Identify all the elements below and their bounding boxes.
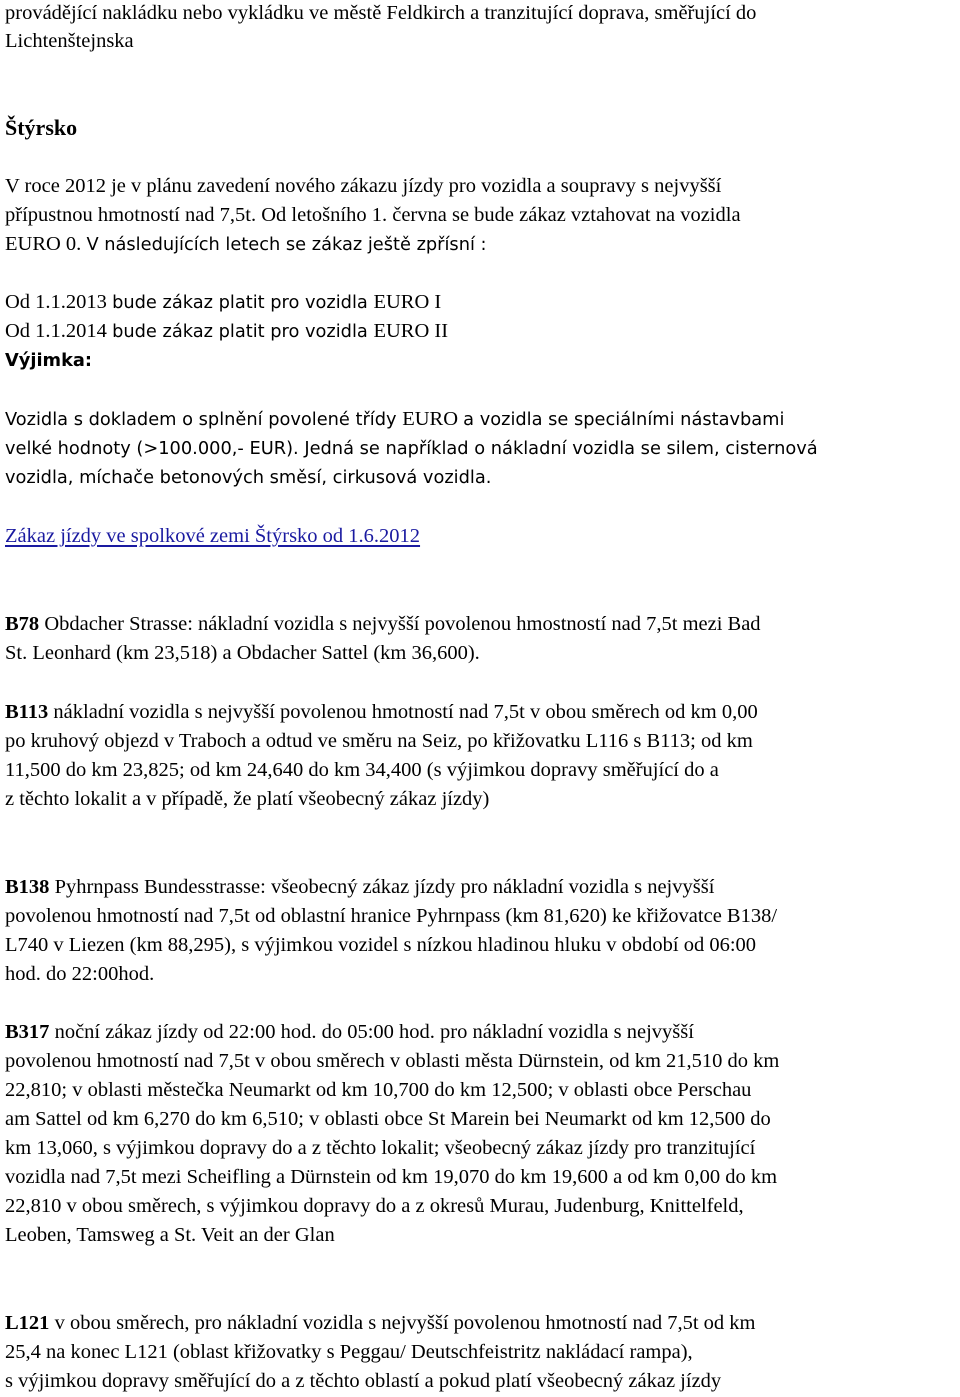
p3-line-1-c: a vozidla se speciálními nástavbami (463, 409, 785, 430)
exception-label: Výjimka: (5, 350, 93, 371)
p1-line-2: přípustnou hmotností nad 7,5t. Od letošního 1. června se bude zákaz vztahovat na vozidla (5, 204, 741, 226)
b78-code: B78 (5, 613, 40, 635)
b78-text-1: Obdacher Strasse: nákladní vozidla s nejvyšší povolenou hmostností nad 7,5t mezi Bad (39, 613, 761, 635)
b138-text-1: Pyhrnpass Bundesstrasse: všeobecný zákaz jízdy pro nákladní vozidla s nejvyšší (49, 876, 715, 898)
b78-line-1 (5, 610, 761, 639)
p2-line-1-c: EURO I (373, 291, 442, 313)
b113-line-2: po kruhový objezd v Traboch a odtud ve směru na Seiz, po křižovatku L116 s B113; od km (5, 730, 753, 752)
b113-code: B113 (5, 701, 49, 723)
b317-code: B317 (5, 1021, 50, 1043)
p2-line-1-a: Od 1.1.2013 (5, 291, 113, 313)
b317-line-8: Leoben, Tamsweg a St. Veit an der Glan (5, 1224, 335, 1246)
b317-line-6: vozidla nad 7,5t mezi Scheifling a Dürnstein od km 19,070 do km 19,600 a od km 0,00 do km (5, 1166, 778, 1188)
b138-line-3: L740 v Liezen (km 88,295), s výjimkou vozidel s nízkou hladinou hluku v období od 06:00 (5, 934, 757, 956)
b113-line-4: z těchto lokalit a v případě, že platí všeobecný zákaz jízdy) (5, 788, 490, 810)
section-heading: Štýrsko (5, 115, 78, 140)
b113-line-3: 11,500 do km 23,825; od km 24,640 do km 34,400 (s výjimkou dopravy směřující do a (5, 759, 719, 781)
p2-line-1-b: bude zákaz platit pro vozidla (112, 292, 374, 313)
p2-line-2 (5, 317, 448, 346)
p3-line-1-a: Vozidla s dokladem o splnění povolené třídy (5, 409, 403, 430)
b317-line-3: 22,810; v oblasti městečka Neumarkt od km 10,700 do km 12,500; v oblasti obce Perschau (5, 1079, 752, 1101)
b138-line-1 (5, 873, 714, 902)
intro-line-2: Lichtenštejnska (5, 30, 134, 52)
p3-line-2-b: Jedná se například o nákladní vozidla se silem, cisternová (304, 438, 818, 459)
p1-line-3-b: V následujících letech se zákaz ještě zpřísní : (86, 234, 487, 255)
b113-text-1: nákladní vozidla s nejvyšší povolenou hmotností nad 7,5t v obou směrech od km 0,00 (48, 701, 758, 723)
b113-line-1 (5, 698, 758, 727)
b138-line-4: hod. do 22:00hod. (5, 963, 155, 985)
l121-line-2: 25,4 na konec L121 (oblast křižovatky s Peggau/ Deutschfeistritz nakládací rampa), (5, 1341, 693, 1363)
p1-line-1: V roce 2012 je v plánu zavedení nového zákazu jízdy pro vozidla a soupravy s nejvyšší (5, 175, 722, 197)
b138-code: B138 (5, 876, 50, 898)
p3-line-3: vozidla, míchače betonových směsí, cirkusová vozidla. (5, 467, 492, 488)
l121-line-1 (5, 1309, 755, 1338)
p2-line-2-c: EURO II (373, 320, 449, 342)
intro-line-1: provádějící nakládku nebo vykládku ve městě Feldkirch a tranzitující doprava, směřující do (5, 2, 757, 24)
l121-line-3: s výjimkou dopravy směřující do a z těchto oblastí a pokud platí všeobecný zákaz jízdy (5, 1370, 722, 1392)
b317-line-1 (5, 1018, 694, 1047)
link-line (5, 522, 420, 551)
ban-info-link[interactable]: Zákaz jízdy ve spolkové zemi Štýrsko od 1.6.2012 (5, 525, 421, 547)
b317-line-5: km 13,060, s výjimkou dopravy do a z těchto lokalit; všeobecný zákaz jízdy pro tranzitující (5, 1137, 756, 1159)
p3-line-2 (5, 434, 818, 463)
p2-line-2-b: bude zákaz platit pro vozidla (112, 321, 374, 342)
b317-line-7: 22,810 v obou směrech, s výjimkou dopravy do a z okresů Murau, Judenburg, Knittelfeld, (5, 1195, 744, 1217)
p1-line-3-a: EURO 0. (5, 233, 87, 255)
p2-line-2-a: Od 1.1.2014 (5, 320, 113, 342)
l121-text-1: v obou směrech, pro nákladní vozidla s nejvyšší povolenou hmotností nad 7,5t od km (49, 1312, 756, 1334)
p3-line-1-b: EURO (402, 408, 464, 430)
b138-line-2: povolenou hmotností nad 7,5t od oblastní hranice Pyhrnpass (km 81,620) ke křižovatce B138/ (5, 905, 778, 927)
p2-line-1 (5, 288, 441, 317)
l121-code: L121 (5, 1312, 50, 1334)
p3-line-1 (5, 405, 784, 434)
b78-line-2: St. Leonhard (km 23,518) a Obdacher Sattel (km 36,600). (5, 642, 480, 664)
p3-line-2-a: velké hodnoty (>100.000,- EUR). (5, 438, 305, 459)
p1-line-3 (5, 230, 487, 259)
b317-line-2: povolenou hmotností nad 7,5t v obou směrech v oblasti města Dürnstein, od km 21,510 do km (5, 1050, 780, 1072)
b317-text-1: noční zákaz jízdy od 22:00 hod. do 05:00 hod. pro nákladní vozidla s nejvyšší (49, 1021, 694, 1043)
b317-line-4: am Sattel od km 6,270 do km 6,510; v oblasti obce St Marein bei Neumarkt od km 12,500 do (5, 1108, 771, 1130)
